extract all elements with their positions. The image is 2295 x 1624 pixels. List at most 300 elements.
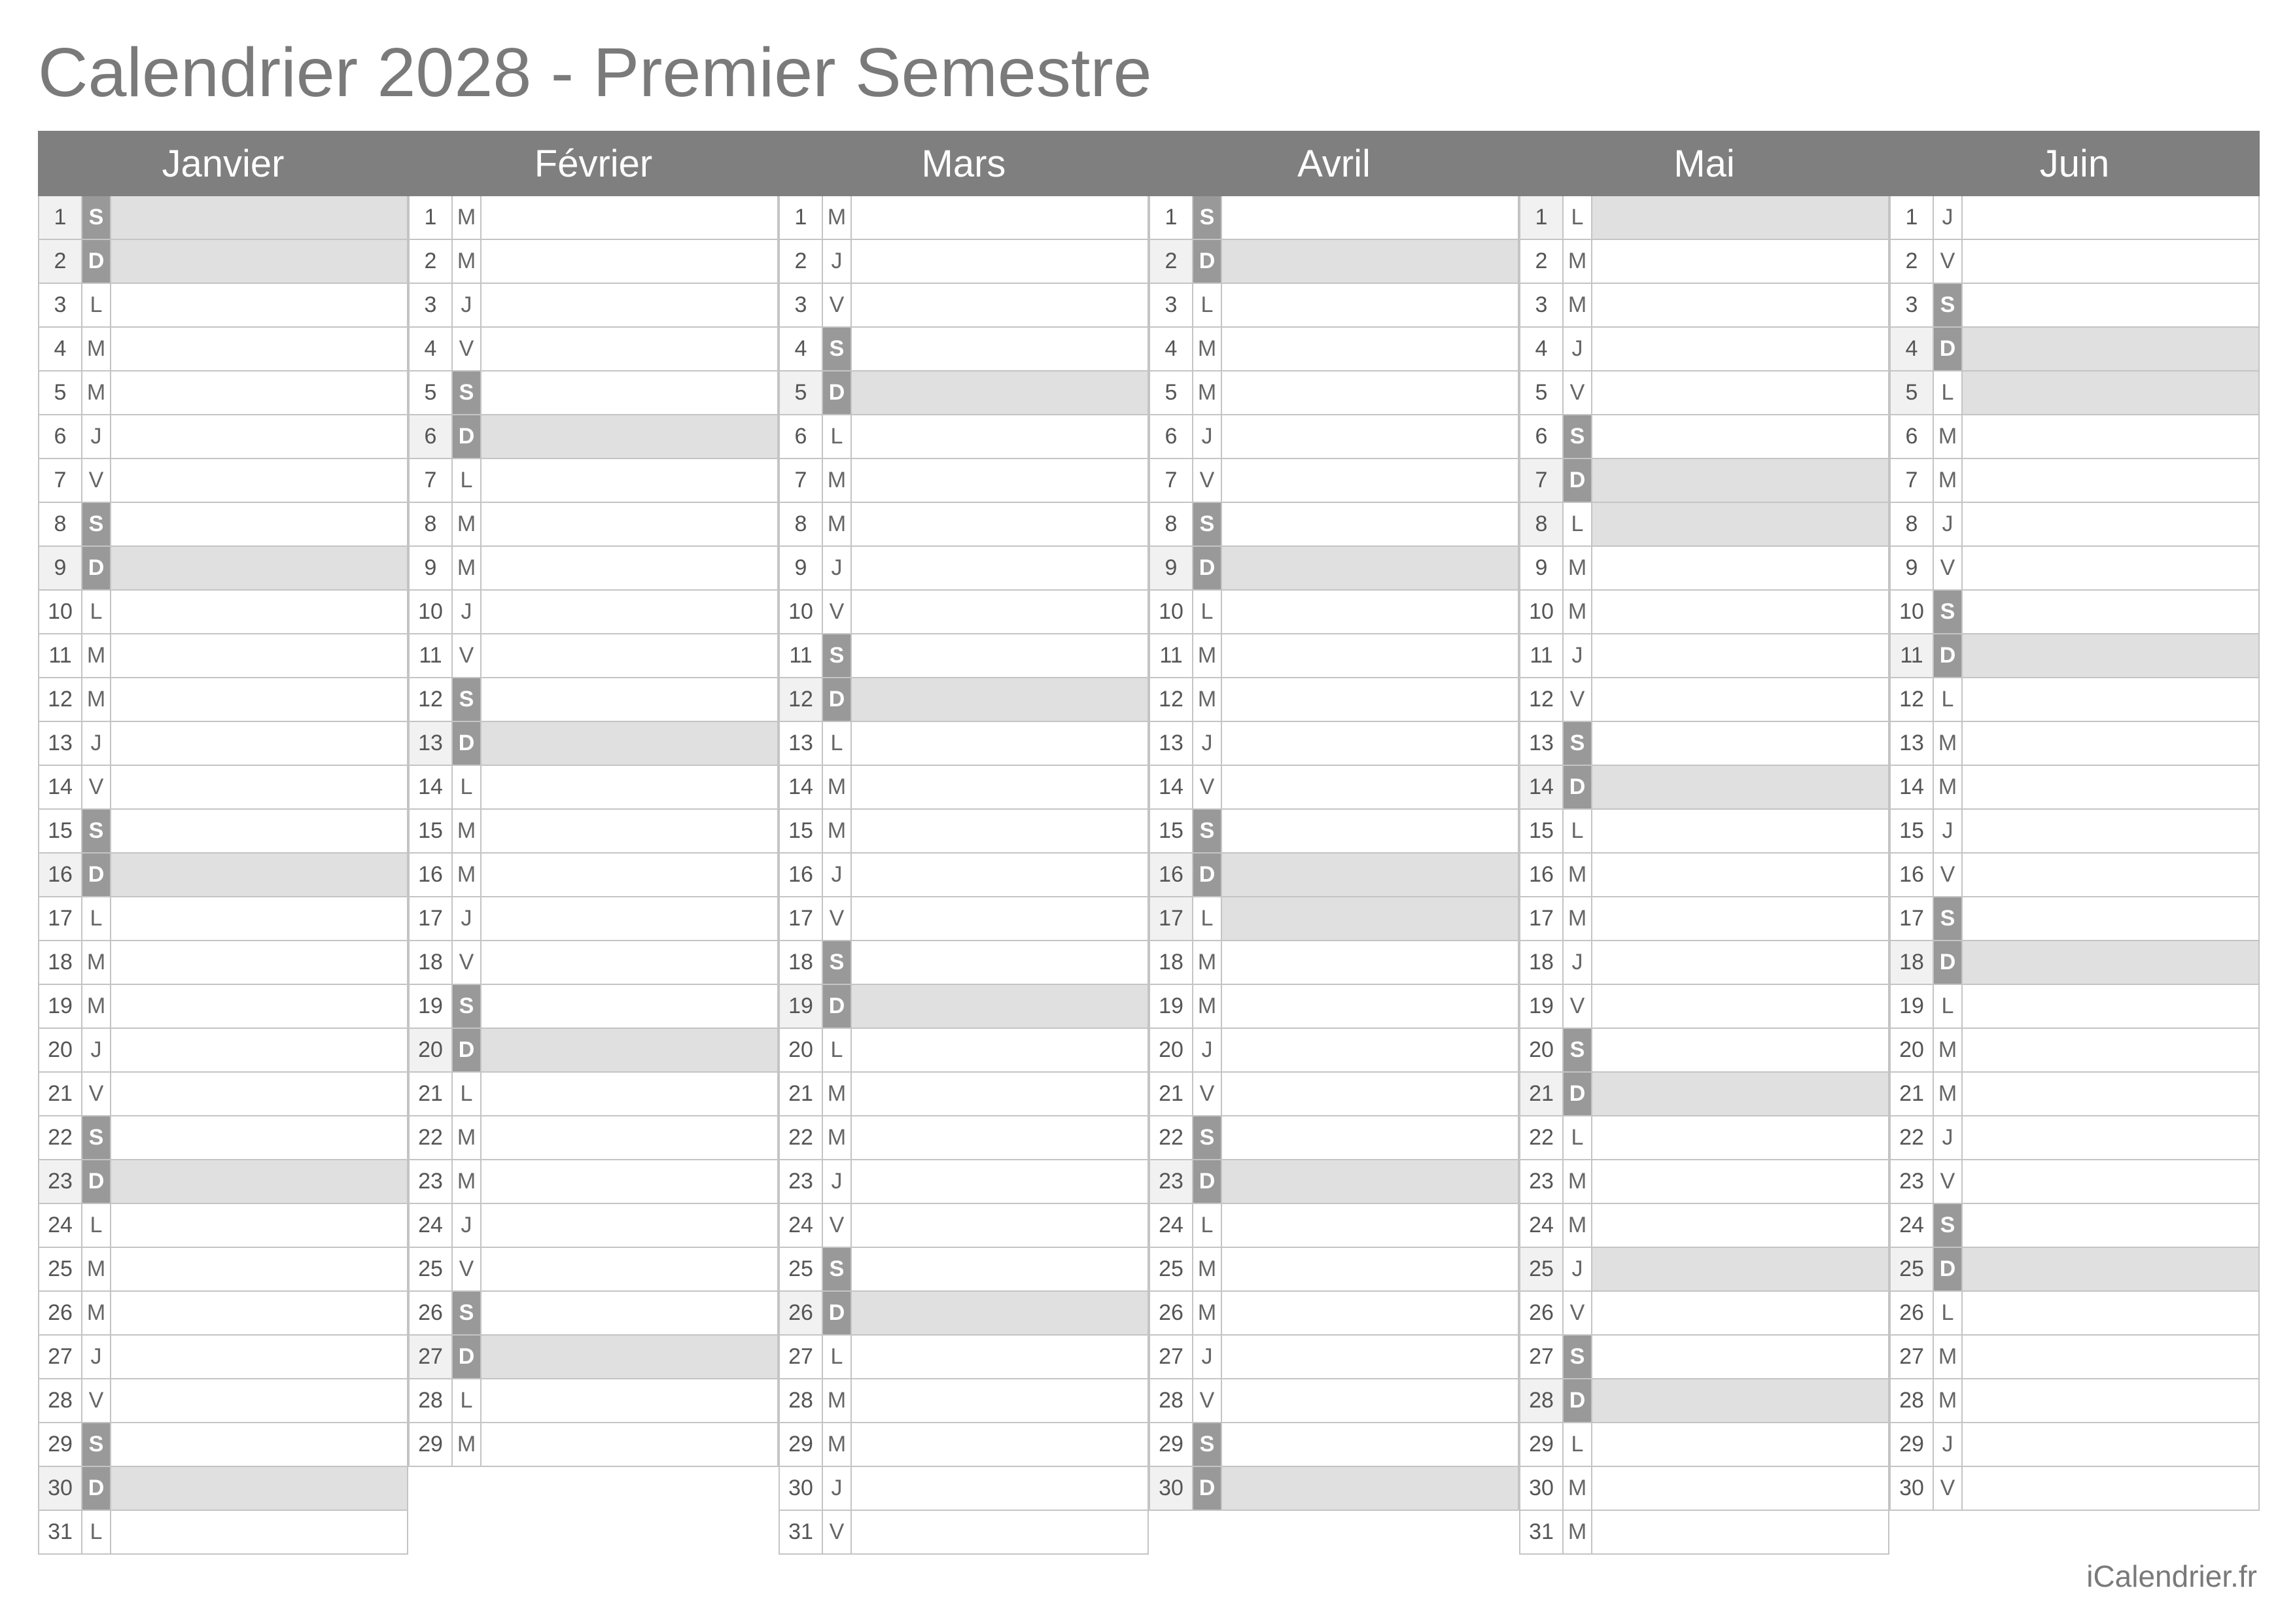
note-cell [111, 634, 407, 677]
note-cell [482, 1116, 777, 1159]
day-row [1149, 1379, 1519, 1423]
day-number: 25 [1520, 1248, 1564, 1290]
weekday-letter: M [1934, 459, 1963, 502]
day-row [779, 722, 1149, 766]
note-cell [1222, 1029, 1518, 1071]
note-cell [111, 1379, 407, 1422]
weekday-letter: J [823, 1160, 852, 1203]
day-row [779, 1073, 1149, 1116]
note-cell [482, 196, 777, 239]
weekday-letter: M [823, 1379, 852, 1422]
weekday-letter: V [1193, 1073, 1222, 1115]
weekday-letter: M [1193, 328, 1222, 370]
weekday-letter: L [1564, 196, 1592, 239]
weekday-letter: V [823, 897, 852, 940]
day-number: 29 [410, 1423, 453, 1466]
day-row [1889, 854, 2260, 897]
weekday-letter: M [823, 503, 852, 545]
day-number: 28 [780, 1379, 823, 1422]
day-row [779, 1336, 1149, 1379]
day-row [779, 328, 1149, 371]
day-row [1889, 1379, 2260, 1423]
weekday-letter: S [453, 985, 482, 1028]
note-cell [852, 415, 1148, 458]
day-row [38, 196, 408, 240]
day-number: 17 [1891, 897, 1934, 940]
note-cell [1592, 1511, 1888, 1553]
weekday-letter: M [1193, 634, 1222, 677]
note-cell [482, 941, 777, 984]
weekday-letter: V [1193, 766, 1222, 808]
day-row [38, 854, 408, 897]
day-number: 27 [1520, 1336, 1564, 1378]
day-number: 15 [780, 810, 823, 852]
day-row [1149, 810, 1519, 854]
day-number: 30 [1520, 1467, 1564, 1510]
note-cell [1592, 634, 1888, 677]
day-row [38, 328, 408, 371]
day-row [779, 547, 1149, 591]
note-cell [111, 284, 407, 326]
weekday-letter: M [82, 328, 111, 370]
weekday-letter: S [1934, 897, 1963, 940]
weekday-letter: M [1193, 371, 1222, 414]
weekday-letter: V [82, 1379, 111, 1422]
day-row [1889, 897, 2260, 941]
day-row [1519, 1029, 1889, 1073]
weekday-letter: J [823, 1467, 852, 1510]
day-number: 16 [1150, 854, 1193, 896]
day-row [1519, 328, 1889, 371]
weekday-letter: D [82, 1467, 111, 1510]
note-cell [1963, 240, 2258, 283]
weekday-letter: J [1193, 415, 1222, 458]
day-number: 28 [410, 1379, 453, 1422]
day-row [1149, 196, 1519, 240]
weekday-letter: M [1564, 1160, 1592, 1203]
weekday-letter: M [453, 1160, 482, 1203]
weekday-letter: V [453, 1248, 482, 1290]
day-number: 4 [1891, 328, 1934, 370]
day-row [408, 1248, 779, 1292]
note-cell [1963, 810, 2258, 852]
day-number: 24 [410, 1204, 453, 1247]
weekday-letter: L [1934, 985, 1963, 1028]
note-cell [1592, 1116, 1888, 1159]
note-cell [1592, 854, 1888, 896]
note-cell [852, 1292, 1148, 1334]
weekday-letter: S [1193, 196, 1222, 239]
day-row [779, 1292, 1149, 1336]
note-cell [852, 1029, 1148, 1071]
weekday-letter: D [823, 1292, 852, 1334]
weekday-letter: M [1193, 678, 1222, 721]
note-cell [111, 678, 407, 721]
note-cell [111, 371, 407, 414]
weekday-letter: J [1934, 196, 1963, 239]
day-row [1149, 459, 1519, 503]
day-number: 5 [410, 371, 453, 414]
weekday-letter: D [453, 1029, 482, 1071]
day-number: 6 [1150, 415, 1193, 458]
note-cell [1592, 1029, 1888, 1071]
note-cell [1222, 634, 1518, 677]
day-number: 9 [1891, 547, 1934, 589]
note-cell [111, 503, 407, 545]
weekday-letter: J [1564, 1248, 1592, 1290]
day-number: 23 [1520, 1160, 1564, 1203]
day-row [1519, 1511, 1889, 1555]
day-number: 26 [1891, 1292, 1934, 1334]
note-cell [111, 1204, 407, 1247]
weekday-letter: S [1934, 1204, 1963, 1247]
note-cell [852, 1248, 1148, 1290]
day-number: 20 [1520, 1029, 1564, 1071]
note-cell [482, 854, 777, 896]
day-row [38, 591, 408, 634]
day-row [1519, 1336, 1889, 1379]
day-row [408, 240, 779, 284]
note-cell [1963, 415, 2258, 458]
weekday-letter: M [823, 1423, 852, 1466]
day-number: 26 [1520, 1292, 1564, 1334]
day-row [779, 503, 1149, 547]
weekday-letter: L [1564, 810, 1592, 852]
day-row [1149, 328, 1519, 371]
day-row [38, 722, 408, 766]
weekday-letter: S [1193, 810, 1222, 852]
day-row [408, 196, 779, 240]
weekday-letter: J [823, 854, 852, 896]
weekday-letter: J [1934, 503, 1963, 545]
day-number: 10 [410, 591, 453, 633]
day-row [779, 1379, 1149, 1423]
day-row [1149, 1467, 1519, 1511]
weekday-letter: S [453, 1292, 482, 1334]
weekday-letter: J [1193, 1336, 1222, 1378]
day-number: 28 [1150, 1379, 1193, 1422]
day-number: 1 [780, 196, 823, 239]
weekday-letter: M [823, 810, 852, 852]
day-number: 5 [39, 371, 82, 414]
note-cell [482, 328, 777, 370]
day-number: 12 [1520, 678, 1564, 721]
weekday-letter: L [823, 1336, 852, 1378]
weekday-letter: V [823, 284, 852, 326]
note-cell [1222, 985, 1518, 1028]
weekday-letter: S [823, 941, 852, 984]
day-number: 15 [1150, 810, 1193, 852]
month-column [779, 131, 1149, 1555]
weekday-letter: L [1564, 503, 1592, 545]
day-row [1519, 1379, 1889, 1423]
note-cell [1222, 854, 1518, 896]
day-number: 13 [1891, 722, 1934, 765]
note-cell [482, 591, 777, 633]
day-row [779, 1423, 1149, 1467]
note-cell [1222, 459, 1518, 502]
day-row [779, 1248, 1149, 1292]
day-number: 13 [1520, 722, 1564, 765]
day-row [1519, 1467, 1889, 1511]
note-cell [1222, 810, 1518, 852]
day-list [1519, 196, 1889, 1555]
note-cell [1592, 722, 1888, 765]
day-row [1889, 722, 2260, 766]
day-number: 16 [780, 854, 823, 896]
day-list [1889, 196, 2260, 1511]
day-number: 2 [780, 240, 823, 283]
day-row [38, 1336, 408, 1379]
day-number: 27 [410, 1336, 453, 1378]
weekday-letter: M [823, 196, 852, 239]
day-row [38, 1160, 408, 1204]
day-number: 15 [39, 810, 82, 852]
day-row [38, 941, 408, 985]
day-row [408, 503, 779, 547]
day-row [38, 897, 408, 941]
note-cell [1222, 503, 1518, 545]
weekday-letter: D [1564, 1073, 1592, 1115]
note-cell [1592, 1336, 1888, 1378]
day-number: 22 [1520, 1116, 1564, 1159]
note-cell [1592, 985, 1888, 1028]
weekday-letter: M [82, 985, 111, 1028]
note-cell [1592, 1423, 1888, 1466]
day-row [38, 1379, 408, 1423]
weekday-letter: J [453, 1204, 482, 1247]
weekday-letter: L [1934, 1292, 1963, 1334]
day-row [408, 1073, 779, 1116]
note-cell [852, 854, 1148, 896]
weekday-letter: S [82, 503, 111, 545]
day-row [408, 547, 779, 591]
day-row [1889, 328, 2260, 371]
day-number: 20 [1150, 1029, 1193, 1071]
day-number: 9 [410, 547, 453, 589]
day-number: 30 [1150, 1467, 1193, 1510]
day-number: 24 [39, 1204, 82, 1247]
day-row [1889, 547, 2260, 591]
note-cell [1963, 722, 2258, 765]
weekday-letter: M [453, 547, 482, 589]
note-cell [482, 503, 777, 545]
month-header: Juin [1889, 131, 2260, 196]
day-number: 10 [1150, 591, 1193, 633]
note-cell [1963, 854, 2258, 896]
weekday-letter: J [1564, 328, 1592, 370]
day-number: 7 [1150, 459, 1193, 502]
note-cell [1963, 503, 2258, 545]
note-cell [482, 634, 777, 677]
note-cell [482, 1379, 777, 1422]
day-number: 7 [1891, 459, 1934, 502]
note-cell [482, 985, 777, 1028]
weekday-letter: L [453, 1379, 482, 1422]
day-number: 25 [1150, 1248, 1193, 1290]
note-cell [852, 459, 1148, 502]
day-number: 11 [39, 634, 82, 677]
weekday-letter: S [82, 196, 111, 239]
day-row [779, 1467, 1149, 1511]
day-number: 4 [1150, 328, 1193, 370]
note-cell [111, 196, 407, 239]
weekday-letter: S [1564, 1029, 1592, 1071]
note-cell [111, 941, 407, 984]
day-row [1149, 240, 1519, 284]
day-number: 1 [1520, 196, 1564, 239]
weekday-letter: J [1934, 1423, 1963, 1466]
note-cell [111, 1423, 407, 1466]
day-number: 22 [780, 1116, 823, 1159]
weekday-letter: L [82, 1511, 111, 1553]
day-row [779, 634, 1149, 678]
weekday-letter: M [1193, 941, 1222, 984]
weekday-letter: D [1193, 240, 1222, 283]
day-number: 24 [1891, 1204, 1934, 1247]
note-cell [1592, 810, 1888, 852]
day-number: 3 [410, 284, 453, 326]
weekday-letter: M [1934, 1379, 1963, 1422]
day-row [1889, 678, 2260, 722]
note-cell [852, 1073, 1148, 1115]
day-number: 19 [410, 985, 453, 1028]
note-cell [852, 1423, 1148, 1466]
month-header: Janvier [38, 131, 408, 196]
day-number: 2 [1891, 240, 1934, 283]
note-cell [482, 284, 777, 326]
day-row [408, 941, 779, 985]
month-header: Mai [1519, 131, 1889, 196]
weekday-letter: L [823, 415, 852, 458]
weekday-letter: L [823, 722, 852, 765]
weekday-letter: L [1193, 284, 1222, 326]
note-cell [1963, 678, 2258, 721]
day-number: 6 [1891, 415, 1934, 458]
day-number: 14 [39, 766, 82, 808]
day-number: 29 [780, 1423, 823, 1466]
day-number: 4 [39, 328, 82, 370]
day-row [408, 1336, 779, 1379]
day-number: 6 [780, 415, 823, 458]
day-row [1149, 1160, 1519, 1204]
day-number: 18 [39, 941, 82, 984]
day-number: 2 [1150, 240, 1193, 283]
note-cell [1592, 1292, 1888, 1334]
day-row [408, 371, 779, 415]
day-number: 26 [1150, 1292, 1193, 1334]
day-row [779, 591, 1149, 634]
weekday-letter: M [453, 196, 482, 239]
note-cell [852, 328, 1148, 370]
day-number: 30 [780, 1467, 823, 1510]
weekday-letter: M [1934, 1336, 1963, 1378]
weekday-letter: S [453, 678, 482, 721]
weekday-letter: M [1934, 415, 1963, 458]
day-number: 3 [1520, 284, 1564, 326]
weekday-letter: D [82, 240, 111, 283]
weekday-letter: S [1193, 1423, 1222, 1466]
note-cell [1222, 897, 1518, 940]
day-row [1149, 1292, 1519, 1336]
day-number: 23 [1150, 1160, 1193, 1203]
weekday-letter: M [453, 503, 482, 545]
weekday-letter: J [453, 591, 482, 633]
day-row [1149, 634, 1519, 678]
day-row [408, 854, 779, 897]
day-number: 18 [1520, 941, 1564, 984]
weekday-letter: V [1564, 1292, 1592, 1334]
day-number: 9 [780, 547, 823, 589]
day-number: 1 [1891, 196, 1934, 239]
note-cell [852, 503, 1148, 545]
day-row [1889, 810, 2260, 854]
note-cell [1222, 1248, 1518, 1290]
note-cell [1222, 240, 1518, 283]
note-cell [1592, 196, 1888, 239]
weekday-letter: D [1193, 1467, 1222, 1510]
day-number: 26 [410, 1292, 453, 1334]
day-number: 14 [1150, 766, 1193, 808]
day-row [1149, 547, 1519, 591]
note-cell [482, 1423, 777, 1466]
day-row [779, 810, 1149, 854]
day-row [38, 459, 408, 503]
day-row [1149, 1204, 1519, 1248]
day-row [1889, 371, 2260, 415]
day-list [1149, 196, 1519, 1511]
day-row [779, 678, 1149, 722]
note-cell [482, 897, 777, 940]
weekday-letter: V [1934, 547, 1963, 589]
weekday-letter: J [1934, 1116, 1963, 1159]
day-row [1889, 591, 2260, 634]
day-row [408, 1160, 779, 1204]
day-number: 26 [780, 1292, 823, 1334]
day-number: 19 [1891, 985, 1934, 1028]
day-row [1889, 240, 2260, 284]
day-number: 27 [1150, 1336, 1193, 1378]
day-row [1889, 1248, 2260, 1292]
weekday-letter: D [1934, 941, 1963, 984]
day-row [38, 1073, 408, 1116]
note-cell [1963, 1379, 2258, 1422]
weekday-letter: M [823, 1116, 852, 1159]
day-row [1519, 240, 1889, 284]
day-number: 12 [1150, 678, 1193, 721]
note-cell [1222, 722, 1518, 765]
day-number: 9 [39, 547, 82, 589]
day-row [779, 941, 1149, 985]
day-row [408, 1204, 779, 1248]
note-cell [1222, 941, 1518, 984]
weekday-letter: M [1193, 1292, 1222, 1334]
day-number: 18 [1150, 941, 1193, 984]
weekday-letter: J [82, 1336, 111, 1378]
day-row [408, 1116, 779, 1160]
day-row [408, 415, 779, 459]
day-number: 27 [39, 1336, 82, 1378]
weekday-letter: D [1934, 1248, 1963, 1290]
note-cell [852, 766, 1148, 808]
day-number: 10 [1891, 591, 1934, 633]
day-row [1519, 371, 1889, 415]
day-row [1149, 854, 1519, 897]
weekday-letter: J [823, 547, 852, 589]
note-cell [1592, 371, 1888, 414]
note-cell [1963, 1336, 2258, 1378]
day-row [1519, 634, 1889, 678]
